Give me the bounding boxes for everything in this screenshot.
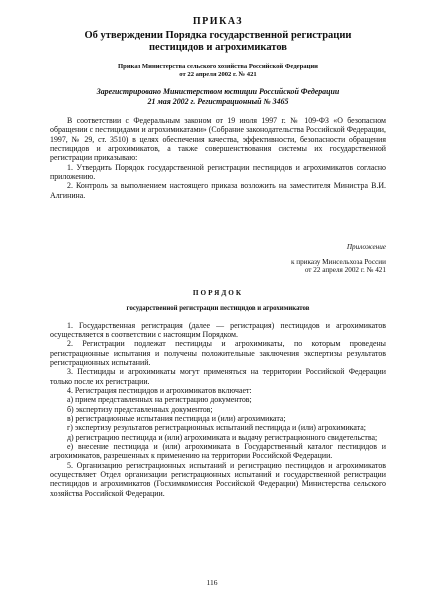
order-paragraph-4: 4. Регистрация пестицидов и агрохимикатов включает:	[67, 386, 252, 395]
order-item-b: б) экспертизу представленных документов;	[67, 404, 213, 414]
document-subtitle	[50, 30, 386, 54]
intro-section	[50, 116, 386, 200]
intro-paragraph: В соответствии с Федеральным законом от 19 июля 1997 г. № 109-ФЗ «О безопасном обращении с пестицидами и агрохимикатами» (Собрание законодательства Российской Федерации, 1997, № 29, ст. 3510) в целях обеспечения качества, эффективности, безопасности обращения пестицидов и агрохимикатов, а также совершенствования системы их государственной регистрации приказываю:	[50, 116, 386, 163]
subtitle-line-2: пестицидов и агрохимикатов	[149, 42, 287, 53]
order-paragraph-1: 1. Государственная регистрация (далее — регистрация) пестицидов и агрохимикатов осуществляется в соответствии с настоящим Порядком.	[50, 320, 386, 339]
registration-line-2: 21 мая 2002 г. Регистрационный № 3465	[147, 96, 289, 106]
order-item-d: д) регистрацию пестицида и (или) агрохимиката и выдачу регистрационного свидетельства;	[67, 432, 378, 442]
appendix-note	[50, 243, 386, 275]
order-paragraph-5: 5. Организацию регистрационных испытаний и регистрацию пестицидов и агрохимикатов осуществляет Отдел организации регистрационных испытаний и государственной регистрации пестицидов и агрохимикатов (Госхимкомиссия Российской Федерации) Министерства сельского хозяйства Российской Федерации.	[50, 460, 386, 498]
decree-reference	[50, 63, 386, 79]
document-title: ПРИКАЗ	[192, 16, 244, 27]
order-item-v: в) регистрационные испытания пестицида и (или) агрохимиката;	[67, 414, 286, 424]
order-item-a: а) прием представленных на регистрацию документов;	[67, 395, 252, 405]
subtitle-line-1: Об утверждении Порядка государственной регистрации	[84, 30, 352, 41]
registration-line-1: Зарегистрировано Министерством юстиции Российской Федерации	[96, 87, 340, 97]
decree-line-1: Приказ Министерства сельского хозяйства Российской Федерации	[118, 63, 318, 70]
order-paragraph-2: 2. Регистрации подлежат пестициды и агрохимикаты, по которым проведены регистрационные испытания и получены положительные заключения экспертизы результатов регистрационных испытаний.	[50, 339, 386, 367]
decree-line-2: от 22 апреля 2002 г. № 421	[179, 71, 257, 79]
appendix-line-1: к приказу Минсельхоза России	[290, 257, 386, 266]
registration-note	[50, 87, 386, 106]
appendix-line-2: от 22 апреля 2002 г. № 421	[304, 266, 386, 275]
order-item-g: г) экспертизу результатов регистрационных испытаний пестицида и (или) агрохимиката;	[67, 423, 366, 433]
page-number: 116	[206, 578, 218, 587]
order-heading: ПОРЯДОК	[192, 288, 244, 297]
appendix-label: Приложение	[346, 243, 386, 252]
order-body	[50, 321, 386, 499]
intro-item-1: 1. Утвердить Порядок государственной регистрации пестицидов и агрохимикатов согласно приложению.	[50, 162, 386, 182]
order-item-e: е) внесение пестицида и (или) агрохимиката в Государственный каталог пестицидов и агрохимикатов, разрешенных к применению на территории Российской Федерации.	[50, 442, 386, 461]
intro-item-2: 2. Контроль за выполнением настоящего приказа возложить на заместителя Министра В.И. Алгинина.	[50, 181, 386, 200]
order-paragraph-3: 3. Пестициды и агрохимикаты могут применяться на территории Российской Федерации только после их регистрации.	[50, 367, 386, 386]
order-subheading: государственной регистрации пестицидов и агрохимикатов	[126, 304, 310, 312]
